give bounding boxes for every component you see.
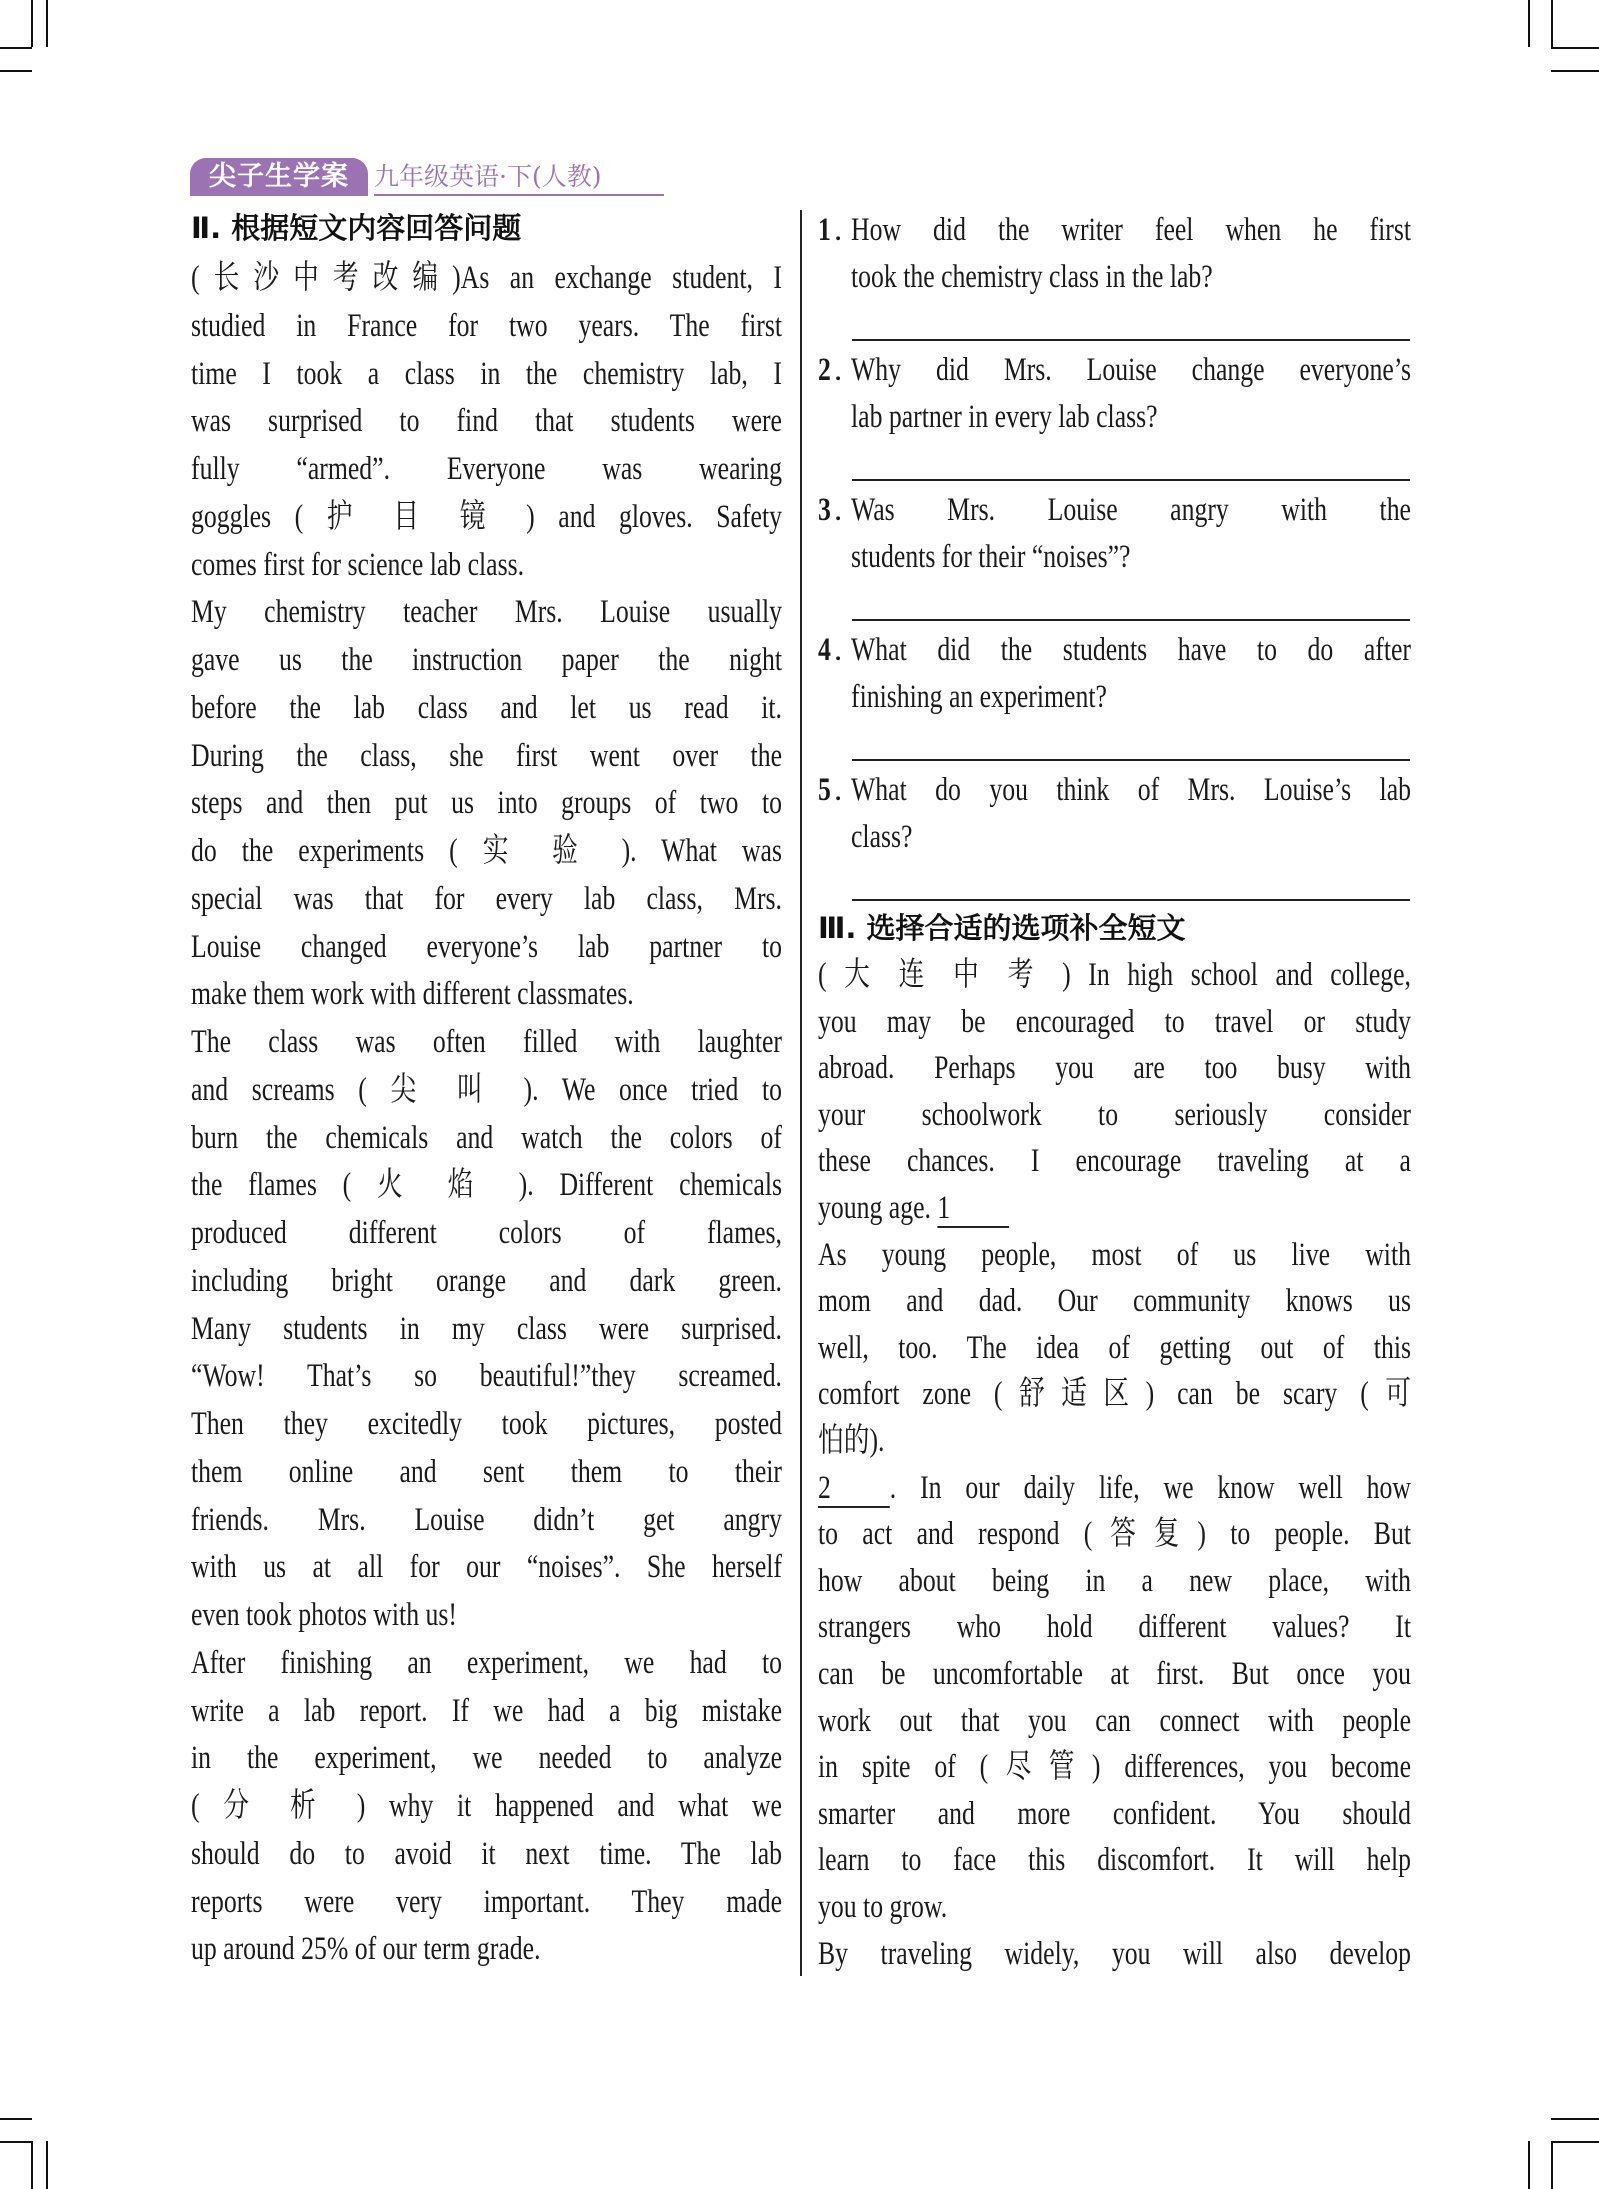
passage-line [818, 1279, 1411, 1323]
question-text-line [851, 815, 1411, 859]
passage-line [191, 972, 782, 1016]
passage-line [191, 829, 782, 873]
passage-line-text: burn the chemicals and watch the colors of [191, 1119, 782, 1156]
question-text: Why did Mrs. Louise change everyone’s [851, 352, 1411, 388]
passage-line-text: produced different colors of flames, [191, 1215, 782, 1251]
passage-line [818, 1372, 1411, 1416]
passage-line-text: mom and dad. Our community knows us [818, 1283, 1411, 1320]
question-number-text: 5 [818, 772, 831, 808]
passage-line-text: before the lab class and let us read it. [191, 689, 782, 726]
question-text: What do you think of Mrs. Louise’s lab [851, 772, 1411, 808]
crop-mark [46, 0, 48, 47]
passage-line [191, 925, 782, 969]
question-number: 4 . [818, 628, 835, 672]
passage-line [191, 1116, 782, 1160]
passage-line-text: fully “armed”. Everyone was wearing [191, 451, 782, 487]
passage-line-text: abroad. Perhaps you are too busy with [818, 1050, 1411, 1087]
passage-line [191, 256, 782, 300]
crop-mark [1551, 0, 1553, 47]
passage-line [191, 781, 782, 825]
answer-line[interactable] [852, 899, 1410, 901]
passage-line-text: gave us the instruction paper the night [191, 642, 782, 678]
question-text: class? [851, 819, 913, 855]
passage-line-text: make them work with different classmates. [191, 976, 634, 1013]
question-text-line [851, 255, 1411, 299]
crop-mark [0, 2118, 32, 2120]
question-number-text: 2 [818, 352, 831, 388]
passage-line [818, 1838, 1411, 1882]
passage-line [191, 1784, 782, 1828]
passage-line [818, 953, 1411, 997]
crop-mark [1551, 47, 1599, 49]
question-text: students for their “noises”? [851, 539, 1131, 575]
passage-line [191, 1211, 782, 1255]
passage-line-text: the flames ( 火 焰 ). Different chemicals [191, 1167, 782, 1204]
answer-line[interactable] [852, 339, 1410, 341]
passage-line-text: in spite of (尽管) differences, you become [818, 1749, 1411, 1786]
passage-line-text: 怕的). [818, 1423, 885, 1459]
section-2-heading: Ⅱ. 根据短文内容回答问题 [191, 211, 522, 245]
question-text-line [851, 675, 1411, 719]
passage-line-text: By traveling widely, you will also develop [818, 1935, 1411, 1972]
passage-line-text: ( 大 连 中 考 ) In high school and college, [818, 957, 1411, 993]
crop-mark [1528, 0, 1530, 47]
crop-mark [1551, 2141, 1553, 2189]
book-subtitle: 九年级英语·下(人教) [374, 160, 664, 196]
question-number: 2 . [818, 348, 835, 392]
passage-line-text: even took photos with us! [191, 1597, 457, 1633]
question-number: 3 . [818, 488, 835, 532]
passage-line [191, 1927, 782, 1971]
passage-line [191, 686, 782, 730]
passage-line [191, 1593, 782, 1637]
passage-line [191, 1020, 782, 1064]
passage-line [818, 1419, 1411, 1463]
passage-line-text: comes first for science lab class. [191, 546, 525, 583]
question-text-line [851, 628, 1411, 672]
passage-line [818, 1559, 1411, 1603]
question-text: How did the writer feel when he first [851, 212, 1411, 248]
passage-line-text: in the experiment, we needed to analyze [191, 1740, 782, 1777]
passage-line [191, 1832, 782, 1876]
passage-line-text: should do to avoid it next time. The lab [191, 1835, 782, 1872]
question-number: 1 . [818, 208, 835, 252]
passage-line-text: “Wow! That’s so beautiful!”they screamed. [191, 1358, 782, 1395]
passage-line-text: studied in France for two years. The first [191, 307, 782, 344]
passage-line [818, 1046, 1411, 1090]
passage-line [191, 1689, 782, 1733]
passage-line-text: smarter and more confident. You should [818, 1795, 1411, 1832]
passage-line [818, 1186, 1411, 1230]
passage-line-text: well, too. The idea of getting out of this [818, 1329, 1411, 1366]
answer-line[interactable] [852, 759, 1410, 761]
question-text-line [851, 208, 1411, 252]
crop-mark [31, 0, 33, 47]
passage-line-text: reports were very important. They made [191, 1883, 782, 1920]
passage-line-text: strangers who hold different values? It [818, 1609, 1411, 1646]
passage-line-text: including bright orange and dark green. [191, 1262, 782, 1299]
passage-line [191, 543, 782, 587]
passage-line [191, 304, 782, 348]
passage-line [191, 590, 782, 634]
crop-mark [1551, 2141, 1599, 2143]
passage-line-text: Then they excitedly took pictures, posted [191, 1406, 782, 1442]
answer-line[interactable] [852, 619, 1410, 621]
passage-line [818, 1512, 1411, 1556]
passage-line-text: work out that you can connect with people [818, 1702, 1411, 1739]
question-number: 5 . [818, 768, 835, 812]
passage-line [818, 1792, 1411, 1836]
crop-mark [0, 70, 32, 72]
question-text: finishing an experiment? [851, 679, 1107, 715]
passage-line [818, 1745, 1411, 1789]
passage-line [818, 1885, 1411, 1929]
question-text: lab partner in every lab class? [851, 399, 1158, 435]
passage-line-text: As young people, most of us live with [818, 1236, 1411, 1273]
question-text-line [851, 348, 1411, 392]
crop-mark [0, 47, 32, 49]
passage-line-text: Many students in my class were surprised. [191, 1310, 782, 1347]
passage-line-text: friends. Mrs. Louise didn’t get angry [191, 1501, 782, 1538]
passage-line-text: steps and then put us into groups of two to [191, 785, 782, 822]
passage-line-text: them online and sent them to their [191, 1453, 782, 1490]
passage-line [818, 1139, 1411, 1183]
crop-mark [1551, 70, 1599, 72]
passage-line [191, 877, 782, 921]
passage-line-text: your schoolwork to seriously consider [818, 1096, 1411, 1133]
passage-line-text: The class was often filled with laughter [191, 1024, 782, 1060]
passage-line [191, 352, 782, 396]
passage-line-text: with us at all for our “noises”. She herself [191, 1549, 782, 1586]
question-text: What did the students have to do after [851, 632, 1411, 668]
passage-line-text: to act and respond (答复) to people. But [818, 1516, 1411, 1553]
passage-line [191, 1736, 782, 1780]
passage-line-text: do the experiments ( 实 验 ). What was [191, 833, 782, 869]
passage-line-text: and screams ( 尖 叫 ). We once tried to [191, 1071, 782, 1108]
book-brand-badge: 尖子生学案 [190, 158, 368, 196]
passage-line-text: During the class, she first went over the [191, 737, 782, 774]
passage-line [818, 1932, 1411, 1976]
cloze-blank[interactable]: 2 [818, 1470, 890, 1508]
passage-line [818, 1093, 1411, 1137]
question-text-line [851, 488, 1411, 532]
passage-line-text: comfort zone (舒适区) can be scary (可 [818, 1376, 1411, 1413]
passage-line-text: (长沙中考改编)As an exchange student, I [191, 260, 782, 296]
passage-line [191, 1641, 782, 1685]
passage-line-text: Louise changed everyone’s lab partner to [191, 928, 782, 965]
question-text: Was Mrs. Louise angry with the [851, 492, 1411, 528]
passage-line [818, 1466, 1411, 1510]
passage-line [191, 734, 782, 778]
crop-mark [1528, 2141, 1530, 2189]
passage-line [191, 1259, 782, 1303]
passage-line [191, 399, 782, 443]
passage-line-text: write a lab report. If we had a big mistake [191, 1692, 782, 1729]
passage-line-text: 2 . In our daily life, we know well how [818, 1469, 1411, 1506]
passage-line-text: how about being in a new place, with [818, 1562, 1411, 1599]
passage-line [818, 1326, 1411, 1370]
passage-line-text: After finishing an experiment, we had to [191, 1644, 782, 1681]
passage-line [818, 1000, 1411, 1044]
passage-line [191, 1068, 782, 1112]
passage-line-text: you may be encouraged to travel or study [818, 1003, 1411, 1040]
passage-line [191, 447, 782, 491]
passage-line [191, 1163, 782, 1207]
passage-line-text: up around 25% of our term grade. [191, 1931, 541, 1968]
passage-line-text: young age. 1 [818, 1186, 1411, 1230]
passage-line [191, 1498, 782, 1542]
passage-line-text: you to grow. [818, 1889, 948, 1925]
question-text-line [851, 395, 1411, 439]
passage-line [191, 1880, 782, 1924]
passage-line-text: time I took a class in the chemistry lab, I [191, 355, 782, 392]
answer-line[interactable] [852, 479, 1410, 481]
passage-line [191, 638, 782, 682]
passage-line-text: these chances. I encourage traveling at a [818, 1143, 1411, 1180]
crop-mark [0, 2141, 32, 2143]
passage-line-text: was surprised to find that students were [191, 403, 782, 440]
passage-line-text: special was that for every lab class, Mrs. [191, 880, 782, 917]
question-number-text: 4 [818, 632, 831, 668]
passage-line-text: can be uncomfortable at first. But once you [818, 1656, 1411, 1692]
passage-line [191, 1450, 782, 1494]
passage-line [191, 1545, 782, 1589]
column-divider [800, 210, 802, 1976]
question-text: took the chemistry class in the lab? [851, 259, 1213, 295]
question-number-text: 3 [818, 492, 831, 528]
passage-line [818, 1699, 1411, 1743]
passage-line-text: learn to face this discomfort. It will help [818, 1842, 1411, 1879]
question-number-text: 1 [818, 212, 831, 248]
crop-mark [31, 2141, 33, 2189]
passage-line [818, 1605, 1411, 1649]
passage-line-text: My chemistry teacher Mrs. Louise usually [191, 594, 782, 631]
question-text-line [851, 535, 1411, 579]
passage-line [191, 495, 782, 539]
question-text-line [851, 768, 1411, 812]
crop-mark [1551, 2118, 1599, 2120]
passage-line [818, 1233, 1411, 1277]
passage-line [191, 1402, 782, 1446]
passage-line [191, 1307, 782, 1351]
passage-line-text: ( 分 析 ) why it happened and what we [191, 1788, 782, 1824]
passage-line-text: goggles ( 护 目 镜 ) and gloves. Safety [191, 498, 782, 535]
passage-line [191, 1354, 782, 1398]
section-3-heading: Ⅲ. 选择合适的选项补全短文 [818, 911, 1186, 945]
cloze-blank[interactable]: 1 [937, 1190, 1009, 1228]
passage-line [818, 1652, 1411, 1696]
crop-mark [46, 2141, 48, 2189]
